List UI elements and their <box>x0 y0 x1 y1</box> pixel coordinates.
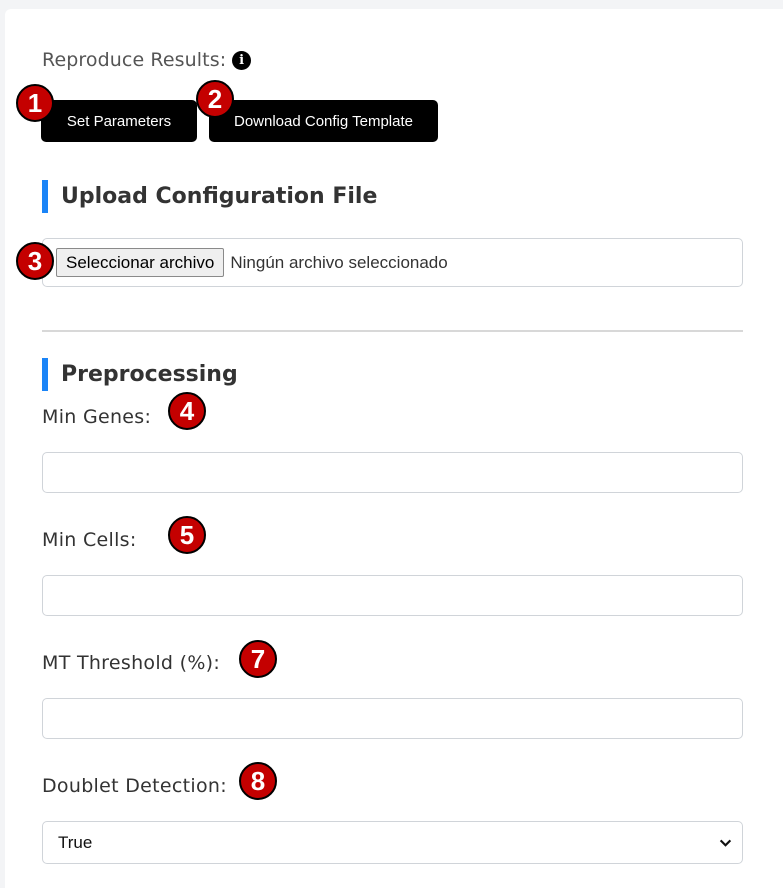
min-cells-input[interactable] <box>42 575 743 616</box>
mt-threshold-label: MT Threshold (%): <box>42 652 221 674</box>
annotation-badge-4: 4 <box>168 392 206 430</box>
reproduce-results-text: Reproduce Results: <box>42 49 227 71</box>
mt-threshold-input[interactable] <box>42 698 743 739</box>
annotation-badge-2: 2 <box>196 80 234 118</box>
doublet-detection-select[interactable] <box>42 821 743 864</box>
set-parameters-button[interactable]: Set Parameters <box>41 100 197 142</box>
annotation-badge-5: 5 <box>168 516 206 554</box>
doublet-detection-label: Doublet Detection: <box>42 775 227 797</box>
annotation-badge-7: 7 <box>239 640 277 678</box>
info-icon[interactable]: i <box>232 51 251 70</box>
section-divider <box>42 330 743 332</box>
settings-panel <box>5 9 783 888</box>
upload-section-title: Upload Configuration File <box>42 180 377 213</box>
download-config-template-button[interactable]: Download Config Template <box>209 100 438 142</box>
chevron-down-icon <box>719 836 732 849</box>
preprocessing-section-title: Preprocessing <box>42 358 238 391</box>
annotation-badge-8: 8 <box>239 762 277 800</box>
min-cells-label: Min Cells: <box>42 529 137 551</box>
choose-file-button[interactable]: Seleccionar archivo <box>56 248 224 277</box>
config-file-input[interactable] <box>42 238 743 287</box>
doublet-detection-selected: True <box>58 832 93 852</box>
annotation-badge-3: 3 <box>16 242 54 280</box>
annotation-badge-1: 1 <box>16 84 54 122</box>
min-genes-label: Min Genes: <box>42 406 152 428</box>
file-status-text: Ningún archivo seleccionado <box>230 252 448 272</box>
min-genes-input[interactable] <box>42 452 743 493</box>
reproduce-results-label <box>42 49 251 71</box>
